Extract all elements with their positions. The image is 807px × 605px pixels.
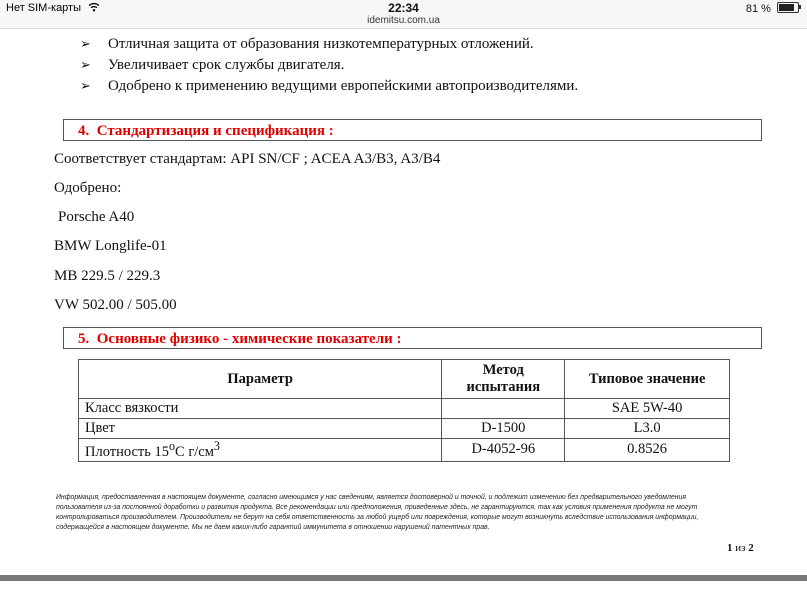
table-header-row xyxy=(79,360,730,399)
properties-table xyxy=(78,359,730,462)
page-number xyxy=(727,542,754,554)
header-param: Параметр xyxy=(79,360,442,399)
header-method xyxy=(442,360,565,399)
battery-label: 81 % xyxy=(745,3,771,15)
list-item-text: Одобрено к применению ведущими европейскими автопроизводителями. xyxy=(108,78,579,94)
arrow-bullet-icon: ➢ xyxy=(80,78,91,93)
cell-method: D-1500 xyxy=(442,419,565,439)
list-item xyxy=(80,54,578,75)
header-method-line2: испытания xyxy=(466,379,541,395)
battery-status xyxy=(746,2,799,15)
degree-superscript: o xyxy=(168,439,176,453)
header-value: Типовое значение xyxy=(565,360,730,399)
list-item xyxy=(80,75,578,96)
cell-value: SAE 5W-40 xyxy=(565,399,730,419)
list-item-text: Увеличивает срок службы двигателя. xyxy=(108,57,345,73)
battery-fill xyxy=(779,4,794,11)
approval-item: MB 229.5 / 229.3 xyxy=(54,268,161,284)
arrow-bullet-icon: ➢ xyxy=(80,36,91,51)
section-title: Основные физико - химические показатели : xyxy=(96,331,402,347)
feature-list xyxy=(80,33,578,96)
cube-superscript: 3 xyxy=(213,439,220,453)
approval-item: VW 502.00 / 505.00 xyxy=(54,297,177,313)
section-number: 4. xyxy=(78,123,90,139)
standards-text: Соответствует стандартам: API SN/CF ; ACEA A3/B3, A3/B4 xyxy=(54,151,441,167)
disclaimer-line: Информация, предоставленная в настоящем документе, согласно имеющимся у нас сведениям, является достоверной и точной, и подлежит изменению без предварительного уведомления xyxy=(56,494,687,501)
page-current: 1 xyxy=(727,542,733,554)
cell-method xyxy=(442,399,565,419)
cell-param: Цвет xyxy=(79,419,442,439)
page-total: 2 xyxy=(748,542,754,554)
status-bar xyxy=(0,0,807,29)
approval-item: BMW Longlife-01 xyxy=(54,238,167,254)
disclaimer xyxy=(56,493,756,533)
table-row xyxy=(79,399,730,419)
clock: 22:34 xyxy=(388,1,419,15)
cell-value: L3.0 xyxy=(565,419,730,439)
cell-param: Класс вязкости xyxy=(79,399,442,419)
table-row xyxy=(79,439,730,462)
density-label: Плотность 15 xyxy=(85,443,169,460)
density-unit: C г/см xyxy=(175,443,214,460)
carrier-label: Нет SIM-карты xyxy=(6,2,82,14)
approved-label: Одобрено: xyxy=(54,180,122,196)
battery-icon xyxy=(777,2,799,13)
page-of: из xyxy=(735,542,746,554)
cell-method: D-4052-96 xyxy=(442,439,565,462)
header-method-line1: Метод xyxy=(482,362,524,378)
disclaimer-line: пользователя из-за постоянной доработки и развития продукта. Все рекомендации или предположения, приведенные здесь, не гарантируются, так как условия применения продукта не могут xyxy=(56,504,698,511)
section-title: Стандартизация и спецификация : xyxy=(96,123,334,139)
section-heading-5 xyxy=(63,327,762,349)
cell-param xyxy=(79,439,442,462)
section-number: 5. xyxy=(78,331,90,347)
arrow-bullet-icon: ➢ xyxy=(80,57,91,72)
url-bar[interactable]: idemitsu.com.ua xyxy=(367,15,440,26)
disclaimer-line: содержащейся в настоящем документе. Мы не даем каких-либо гарантий иммунитета в отношении нарушений патентных прав. xyxy=(56,524,490,531)
list-item xyxy=(80,33,578,54)
list-item-text: Отличная защита от образования низкотемпературных отложений. xyxy=(108,36,534,52)
approval-item: Porsche A40 xyxy=(58,209,135,225)
disclaimer-line: контролироваться производителем. Производители не берут на себя ответственность за любой ущерб или повреждения, которые могут возникнуть вследствие использования информации, xyxy=(56,514,699,521)
page-separator xyxy=(0,575,807,581)
section-heading-4 xyxy=(63,119,762,141)
cell-value: 0.8526 xyxy=(565,439,730,462)
table-row xyxy=(79,419,730,439)
